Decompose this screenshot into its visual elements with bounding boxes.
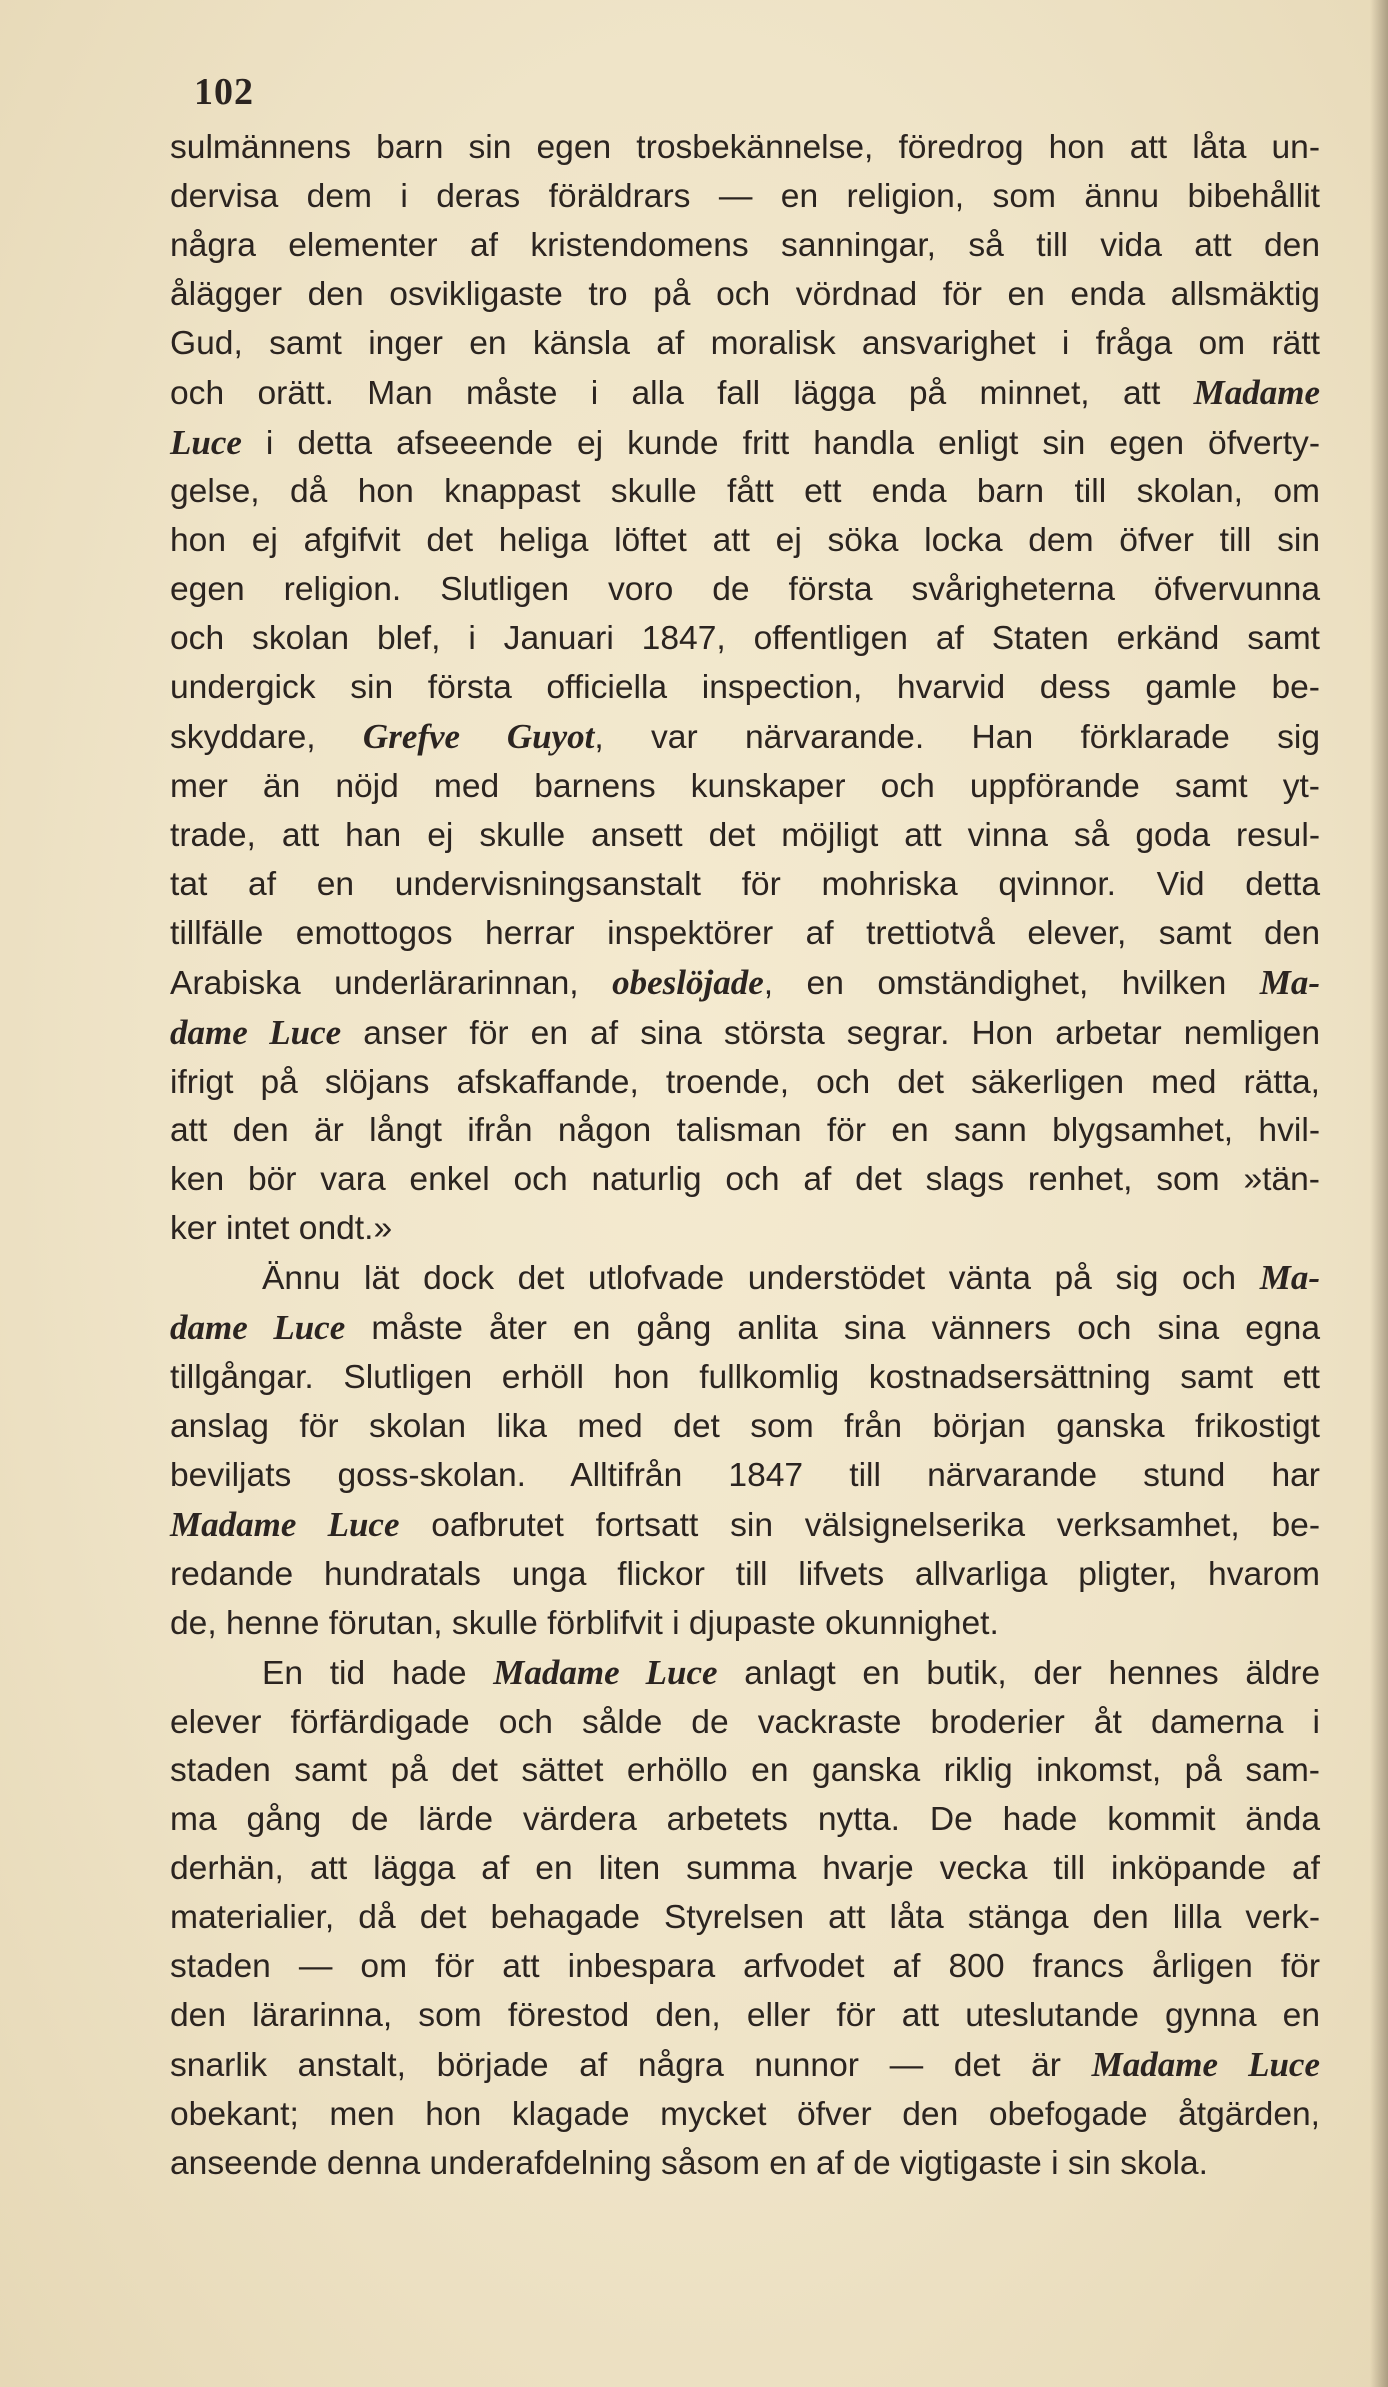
text-line: [170, 517, 1320, 566]
italic-name: Ma-: [1259, 962, 1320, 1002]
text-run: snarlik anstalt, började af några nunnor — det är: [170, 2046, 1092, 2084]
text-run: undergick sin första officiella inspection, hvarvid dess gamle be-: [170, 669, 1320, 707]
text-line: [170, 173, 1320, 222]
text-run: ålägger den osvikligaste tro på och vördnad för en enda allsmäktig: [170, 275, 1320, 313]
text-run: och skolan blef, i Januari 1847, offentligen af Staten erkänd samt: [170, 620, 1320, 658]
text-run: En tid hade: [262, 1654, 494, 1692]
text-line: [170, 1156, 1320, 1205]
text-line: [170, 1501, 1320, 1551]
text-line: [170, 1992, 1320, 2041]
text-line: [170, 124, 1320, 173]
text-run: tillfälle emottogos herrar inspektörer af trettiotvå elever, samt den: [170, 914, 1320, 952]
text-run: i detta afseeende ej kunde fritt handla enligt sin egen öfverty-: [241, 424, 1320, 462]
text-run: skyddare,: [170, 719, 363, 757]
text-run: dervisa dem i deras föräldrars — en religion, som ännu bibehållit: [170, 177, 1320, 215]
text-run: ken bör vara enkel och naturlig och af det slags renhet, som »tän-: [170, 1161, 1320, 1199]
paragraph: [170, 124, 1320, 1254]
italic-name: Madame: [1193, 372, 1320, 412]
text-line: [170, 1796, 1320, 1845]
text-run: tat af en undervisningsanstalt för mohriska qvinnor. Vid detta: [170, 865, 1320, 903]
text-line: [170, 910, 1320, 959]
text-line: [170, 566, 1320, 615]
text-line: [170, 1009, 1320, 1059]
text-line: [170, 1452, 1320, 1501]
text-line: [170, 1943, 1320, 1992]
text-line: [170, 1894, 1320, 1943]
text-line: [170, 1354, 1320, 1403]
text-run: , var närvarande. Han förklarade sig: [594, 719, 1321, 757]
text-line: [170, 1107, 1320, 1156]
italic-name: Ma-: [1259, 1258, 1320, 1298]
text-run: beviljats goss-skolan. Alltifrån 1847 till närvarande stund har: [170, 1456, 1320, 1494]
text-line: [170, 861, 1320, 910]
text-run: de, henne förutan, skulle förblifvit i djupaste okunnighet.: [170, 1604, 999, 1642]
text-run: staden — om för att inbespara arfvodet af 800 francs årligen för: [170, 1948, 1320, 1986]
body-text: [170, 124, 1320, 2189]
italic-name: Madame Luce: [493, 1652, 718, 1692]
text-line: [170, 2041, 1320, 2091]
text-line: [170, 1649, 1320, 1699]
text-line: [170, 615, 1320, 664]
text-run: ifrigt på slöjans afskaffande, troende, och det säkerligen med rätta,: [170, 1063, 1320, 1101]
text-line: [170, 1551, 1320, 1600]
text-line: [170, 1747, 1320, 1796]
text-run: att den är långt ifrån någon talisman för en sann blygsamhet, hvil-: [170, 1112, 1320, 1150]
text-run: anser för en af sina största segrar. Hon arbetar nemligen: [341, 1014, 1320, 1052]
text-line: [170, 1304, 1320, 1354]
text-run: obekant; men hon klagade mycket öfver den obefogade åtgärden,: [170, 2095, 1320, 2133]
text-run: anseende denna underafdelning såsom en af de vigtigaste i sin skola.: [170, 2144, 1208, 2182]
text-run: den lärarinna, som förestod den, eller för att uteslutande gynna en: [170, 1997, 1320, 2035]
italic-name: Madame Luce: [1091, 2044, 1320, 2084]
text-line: [170, 763, 1320, 812]
text-run: ma gång de lärde värdera arbetets nytta. De hade kommit ända: [170, 1801, 1320, 1839]
text-line: [170, 959, 1320, 1009]
italic-name: Madame Luce: [170, 1504, 400, 1544]
page-edge-shadow: [1370, 0, 1388, 2387]
page-number: 102: [194, 71, 254, 113]
text-line: [170, 1205, 1320, 1254]
text-run: Arabiska underlärarinnan,: [170, 964, 613, 1002]
text-line: [170, 1600, 1320, 1649]
text-run: egen religion. Slutligen voro de första svårigheterna öfvervunna: [170, 571, 1320, 609]
italic-name: Grefve Guyot: [362, 717, 595, 757]
text-run: tillgångar. Slutligen erhöll hon fullkomlig kostnadsersättning samt ett: [170, 1359, 1320, 1397]
text-line: [170, 1403, 1320, 1452]
text-line: [170, 1254, 1320, 1304]
text-line: [170, 1699, 1320, 1748]
italic-name: dame Luce: [170, 1308, 346, 1348]
text-run: några elementer af kristendomens sanningar, så till vida att den: [170, 226, 1320, 264]
text-run: anlagt en butik, der hennes äldre: [717, 1654, 1320, 1692]
text-run: elever förfärdigade och sålde de vackraste broderier åt damerna i: [170, 1703, 1320, 1741]
text-run: gelse, då hon knappast skulle fått ett enda barn till skolan, om: [170, 473, 1320, 511]
text-line: [170, 419, 1320, 469]
text-run: mer än nöjd med barnens kunskaper och uppförande samt yt-: [170, 767, 1320, 805]
text-line: [170, 271, 1320, 320]
text-run: anslag för skolan lika med det som från början ganska frikostigt: [170, 1407, 1320, 1445]
italic-name: dame Luce: [170, 1012, 342, 1052]
text-line: [170, 320, 1320, 369]
text-run: materialier, då det behagade Styrelsen att låta stänga den lilla verk-: [170, 1899, 1320, 1937]
text-line: [170, 713, 1320, 763]
text-run: måste åter en gång anlita sina vänners och sina egna: [345, 1310, 1320, 1348]
text-run: ker intet ondt.»: [170, 1210, 393, 1248]
text-run: Ännu lät dock det utlofvade understödet vänta på sig och: [262, 1260, 1260, 1298]
text-line: [170, 1059, 1320, 1108]
text-line: [170, 222, 1320, 271]
text-run: sulmännens barn sin egen trosbekännelse, föredrog hon att låta un-: [170, 129, 1320, 166]
text-run: , en omständighet, hvilken: [763, 964, 1260, 1002]
text-run: trade, att han ej skulle ansett det möjligt att vinna så goda resul-: [170, 816, 1320, 854]
text-run: oafbrutet fortsatt sin välsignelserika verksamhet, be-: [399, 1506, 1320, 1544]
text-run: redande hundratals unga flickor till lifvets allvarliga pligter, hvarom: [170, 1555, 1320, 1593]
italic-name: obeslöjade: [612, 962, 764, 1002]
text-run: Gud, samt inger en känsla af moralisk ansvarighet i fråga om rätt: [170, 324, 1320, 362]
text-line: [170, 369, 1320, 419]
paragraph: [170, 1649, 1320, 2189]
text-line: [170, 2091, 1320, 2140]
text-run: derhän, att lägga af en liten summa hvarje vecka till inköpande af: [170, 1850, 1320, 1888]
italic-name: Luce: [170, 422, 242, 462]
text-line: [170, 812, 1320, 861]
text-line: [170, 468, 1320, 517]
text-run: och orätt. Man måste i alla fall lägga på minnet, att: [170, 374, 1194, 412]
text-line: [170, 664, 1320, 713]
text-run: staden samt på det sättet erhöllo en ganska riklig inkomst, på sam-: [170, 1752, 1320, 1790]
paragraph: [170, 1254, 1320, 1648]
text-run: hon ej afgifvit det heliga löftet att ej söka locka dem öfver till sin: [170, 522, 1320, 560]
text-line: [170, 1845, 1320, 1894]
text-line: [170, 2140, 1320, 2189]
